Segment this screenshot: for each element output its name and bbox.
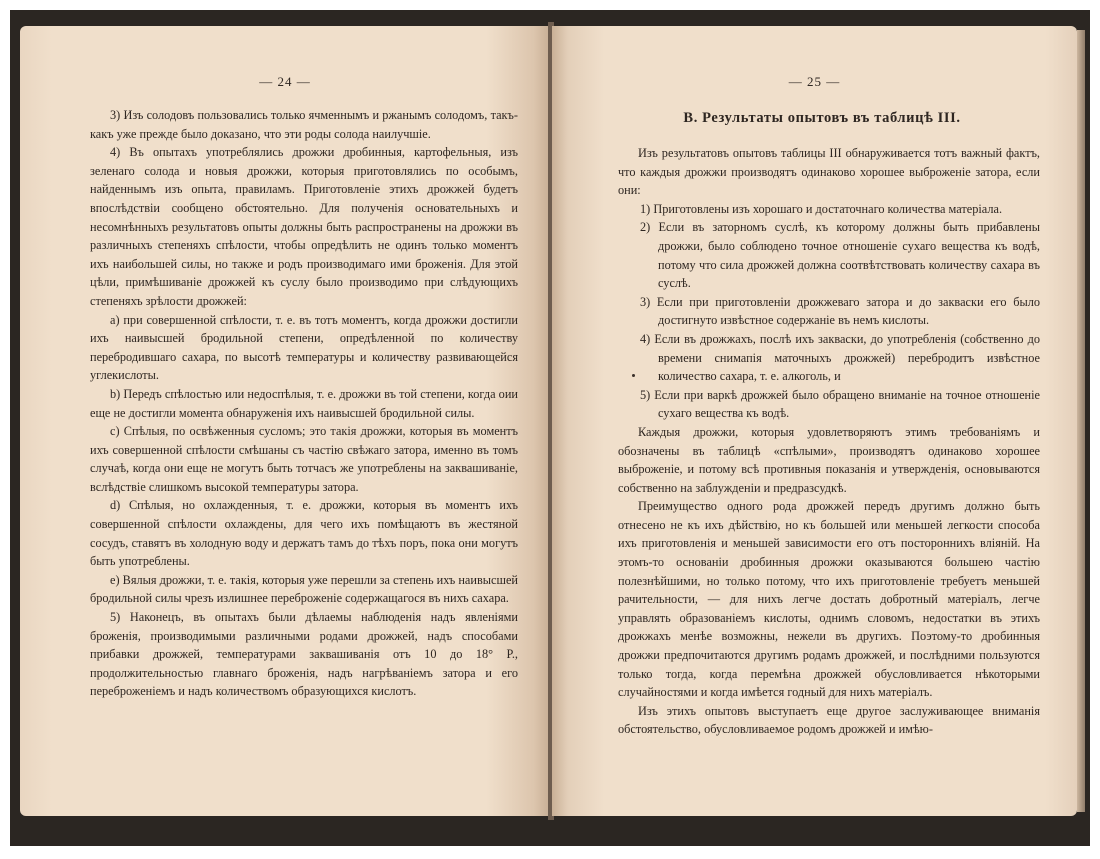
- list-item: 1) Приготовлены изъ хорошаго и достаточнаго количества матеріала.: [640, 201, 1003, 216]
- paragraph: Преимущество одного рода дрожжей передъ другимъ должно быть отнесено не къ ихъ дѣйствію, но къ большей или меньшей легкости способа ихъ приготовленія и меньшей зависимости его отъ постороннихъ вліяній. На этомъ-то основаніи дробинныя дрожжи оказываются большею частію полезнѣйшими, но только потому, что ихъ приготовленіе требуетъ меньшей рачительности, — для нихъ легче достать добротный матеріалъ, легче управлять образованіемъ кислоты, однимъ словомъ, недостатки въ этихъ дрожжахъ менѣе возможны, нежели въ другихъ. Поэтому-то дробинныя дрожжи предпочитаются другимъ родамъ дрожжей, и послѣдними пользуются только тогда, когда перемѣна дрожжей обусловливается нѣкоторыми случайностями и когда имѣется годный для нихъ матеріалъ.: [618, 499, 1040, 700]
- page-stack-edge: [1077, 30, 1085, 812]
- paragraph: 3) Изъ солодовъ пользовались только ячменнымъ и ржанымъ солодомъ, такъ-какъ уже прежде было доказано, что эти роды солода наилучшіе.: [90, 108, 518, 141]
- paragraph: 5) Наконецъ, въ опытахъ были дѣлаемы наблюденія надъ явленіями броженія, производимыми различными родами дрожжей, надъ способами прибавки дрожжей, температурами заквашиванія отъ 10 до 18° Р., продолжительностью главнаго броженія, надъ нагрѣваніемъ затора и его переброженіемъ и надъ количествомъ образующихся кислотъ.: [90, 610, 518, 699]
- list-item: 4) Если въ дрожжахъ, послѣ ихъ закваски, до употребленія (собственно до времени снимапія маточныхъ дрожжей) перебродитъ извѣстное количество сахара, т. е. алкоголь, и: [640, 331, 1040, 384]
- paragraph: e) Вялыя дрожжи, т. е. такія, которыя уже перешли за степень ихъ наивысшей бродильной силы чрезъ излишнее переброженіе содержащагося въ нихъ сахара.: [90, 572, 518, 606]
- paragraph: d) Спѣлыя, но охлажденныя, т. е. дрожжи, которыя въ моментъ ихъ совершенной спѣлости охлаждены, для чего ихъ помѣщаютъ въ жестяной сосудъ, ставятъ въ холодную воду и держатъ тамъ до тѣхъ поръ, пока они могутъ быть употреблены.: [90, 498, 518, 569]
- paragraph: Каждыя дрожжи, которыя удовлетворяютъ этимъ требованіямъ и обозначены въ таблицѣ «спѣлыми», производятъ одинаково хорошее выброженіе, и потому всѣ противныя показанія и утвержденія, основываются собственно на заблужденіи и предразсудкѣ.: [618, 424, 1040, 495]
- book-scan: [10, 10, 1090, 846]
- paragraph: Изъ этихъ опытовъ выступаетъ еще другое заслуживающее вниманія обстоятельство, обусловливаемое родомъ дрожжей и имѣю-: [618, 703, 1040, 737]
- paragraph: 4) Въ опытахъ употреблялись дрожжи дробинныя, картофельныя, изъ зеленаго солода и новыя дрожжи, которыя приготовлялись по особымъ, найденнымъ изъ опыта, правиламъ. Приготовленіе этихъ дрожжей будетъ впослѣдствіи сообщено обстоятельно. Для полученія основательныхъ и несомнѣнныхъ результатовъ опыты должны быть распространены на дрожжи въ различныхъ степеняхъ спѣлости, чтобы опредѣлить не одинъ только моментъ ихъ наибольшей силы, но также и родъ производимаго ими броженія. Для этой цѣли, примѣшиваніе дрожжей къ суслу было производимо при слѣдующихъ степеняхъ зрѣлости дрожжей:: [90, 145, 518, 308]
- right-page: [552, 26, 1077, 816]
- list-item: 2) Если въ заторномъ суслѣ, къ которому должны быть прибавлены дрожжи, было соблюдено точное отношеніе сухаго вещества къ водѣ, потому что сила дрожжей должна соотвѣтствовать количеству сахара въ суслѣ.: [640, 220, 1040, 291]
- paragraph: a) при совершенной спѣлости, т. е. въ тотъ моментъ, когда дрожжи достигли ихъ наивысшей бродильной степени, опредѣленной по количеству перебродившаго сахара, по высотѣ температуры и количеству развивающейся углекислоты.: [90, 312, 518, 383]
- list-item: 3) Если при приготовленіи дрожжеваго затора и до закваски его было достигнуто извѣстное содержаніе въ немъ кислоты.: [640, 294, 1040, 328]
- paragraph: b) Передъ спѣлостью или недоспѣлыя, т. е. дрожжи въ той степени, когда оии еще не достигли момента обнаруженія ихъ наивысшей бродильной силы.: [90, 386, 518, 420]
- ink-speck: [632, 374, 635, 377]
- right-page-body: [618, 144, 1040, 739]
- paragraph: Изъ результатовъ опытовъ таблицы III обнаруживается тотъ важный фактъ, что каждыя дрожжи производятъ одинаково хорошее выброженіе затора, если они:: [618, 146, 1040, 198]
- section-heading: B. Результаты опытовъ въ таблицѣ III.: [683, 110, 961, 126]
- left-page-body: [90, 106, 518, 701]
- page-number-left: — 24 —: [259, 74, 311, 89]
- page-number-right: — 25 —: [788, 74, 841, 89]
- left-page: [20, 26, 550, 816]
- list-item: 5) Если при варкѣ дрожжей было обращено вниманіе на точное отношеніе сухаго вещества къ водѣ.: [640, 387, 1040, 421]
- paragraph: c) Спѣлыя, по освѣженныя сусломъ; это такія дрожжи, которыя въ моментъ ихъ совершенной спѣлости смѣшаны съ частію свѣжаго затора, именно въ томъ случаѣ, когда они еще не могутъ быть тотчасъ же употреблены на заквашиваніе, вслѣдствіе слишкомъ высокой температуры затора.: [90, 424, 518, 494]
